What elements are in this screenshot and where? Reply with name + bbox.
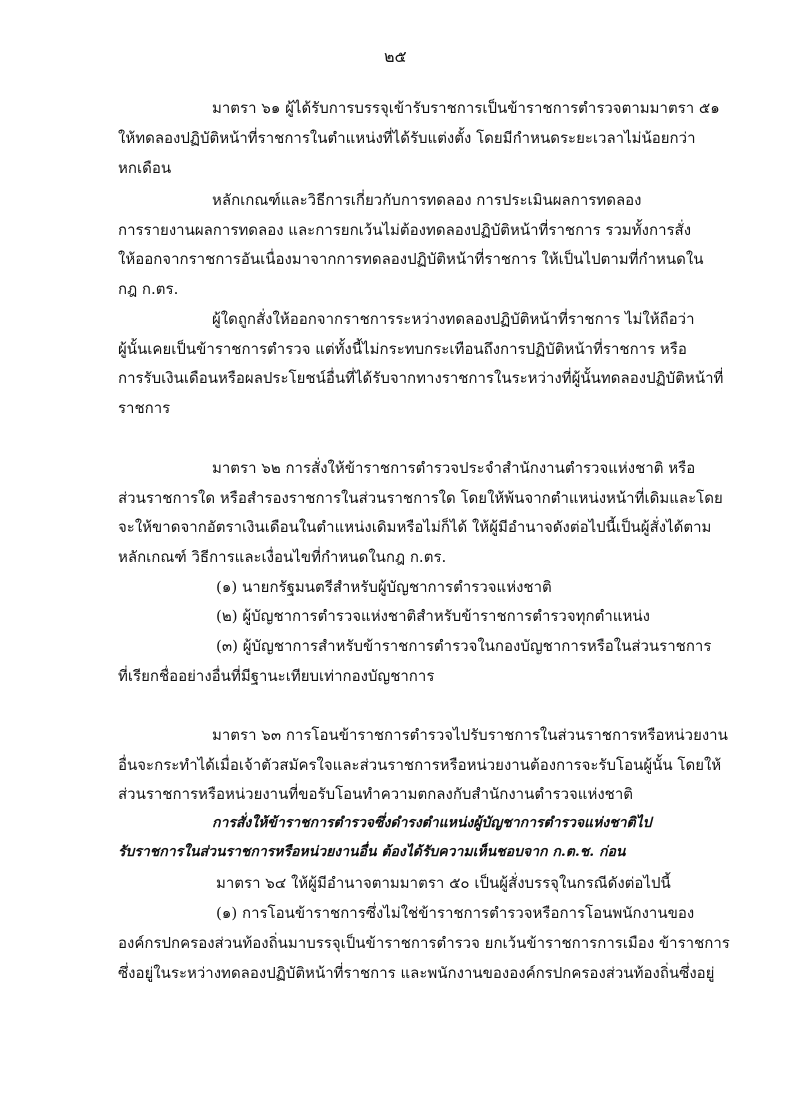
section-62-item: (๓) ผู้บัญชาการสำหรับข้าราชการตำรวจในกองบัญชาการหรือในส่วนราชการ (216, 637, 712, 655)
section-63-line: ส่วนราชการหรือหน่วยงานที่ขอรับโอนทำความตกลงกับสำนักงานตำรวจแห่งชาติ (118, 785, 634, 803)
section-61-line: หกเดือน (118, 159, 172, 177)
section-64-item-line: องค์กรปกครองส่วนท้องถิ่นมาบรรจุเป็นข้าราชการตำรวจ ยกเว้นข้าราชการการเมือง ข้าราชการ (118, 934, 730, 952)
section-64-line: มาตรา ๖๔ ให้ผู้มีอำนาจตามมาตรา ๕๐ เป็นผู้สั่งบรรจุในกรณีดังต่อไปนี้ (216, 874, 671, 892)
page-number: ๒๕ (384, 47, 407, 66)
section-61-para2-line: กฎ ก.ตร. (118, 280, 179, 298)
section-61-para3-line: การรับเงินเดือนหรือผลประโยชน์อื่นที่ได้รับจากทางราชการในระหว่างที่ผู้นั้นทดลองปฏิบัติหน้าที่ (118, 369, 724, 387)
section-63-line: มาตรา ๖๓ การโอนข้าราชการตำรวจไปรับราชการในส่วนราชการหรือหน่วยงาน (212, 726, 728, 744)
section-63-addendum-line: รับราชการในส่วนราชการหรือหน่วยงานอื่น ต้องได้รับความเห็นชอบจาก ก.ต.ช. ก่อน (118, 844, 626, 860)
section-62-item: (๑) นายกรัฐมนตรีสำหรับผู้บัญชาการตำรวจแห่งชาติ (216, 578, 552, 596)
section-62-line: หลักเกณฑ์ วิธีการและเงื่อนไขที่กำหนดในกฎ ก.ตร. (118, 548, 447, 566)
section-61-para2-line: ให้ออกจากราชการอันเนื่องมาจากการทดลองปฏิบัติหน้าที่ราชการ ให้เป็นไปตามที่กำหนดใน (118, 250, 704, 268)
section-61-line: มาตรา ๖๑ ผู้ได้รับการบรรจุเข้ารับราชการเป็นข้าราชการตำรวจตามมาตรา ๕๑ (212, 99, 720, 117)
section-64-item-line: ซึ่งอยู่ในระหว่างทดลองปฏิบัติหน้าที่ราชการ และพนักงานขององค์กรปกครองส่วนท้องถิ่นซึ่งอยู่ (118, 964, 715, 982)
section-62-line: มาตรา ๖๒ การสั่งให้ข้าราชการตำรวจประจำสำนักงานตำรวจแห่งชาติ หรือ (212, 459, 696, 477)
section-61-para3-line: ผู้นั้นเคยเป็นข้าราชการตำรวจ แต่ทั้งนี้ไม่กระทบกระเทือนถึงการปฏิบัติหน้าที่ราชการ หรือ (118, 340, 687, 358)
section-61-para2-line: หลักเกณฑ์และวิธีการเกี่ยวกับการทดลอง การประเมินผลการทดลอง (212, 191, 642, 209)
section-61-para3-line: ผู้ใดถูกสั่งให้ออกจากราชการระหว่างทดลองปฏิบัติหน้าที่ราชการ ไม่ให้ถือว่า (212, 310, 695, 328)
section-62-item: (๒) ผู้บัญชาการตำรวจแห่งชาติสำหรับข้าราชการตำรวจทุกตำแหน่ง (216, 607, 650, 625)
section-62-line: จะให้ขาดจากอัตราเงินเดือนในตำแหน่งเดิมหรือไม่ก็ได้ ให้ผู้มีอำนาจดังต่อไปนี้เป็นผู้สั่งได้ตาม (118, 518, 712, 536)
section-62-item-continuation: ที่เรียกชื่ออย่างอื่นที่มีฐานะเทียบเท่ากองบัญชาการ (118, 667, 435, 685)
section-61-para3-line: ราชการ (118, 399, 171, 417)
section-63-line: อื่นจะกระทำได้เมื่อเจ้าตัวสมัครใจและส่วนราชการหรือหน่วยงานต้องการจะรับโอนผู้นั้น โดยให้ (118, 756, 722, 774)
section-61-para2-line: การรายงานผลการทดลอง และการยกเว้นไม่ต้องทดลองปฏิบัติหน้าที่ราชการ รวมทั้งการสั่ง (118, 221, 692, 239)
section-61-line: ให้ทดลองปฏิบัติหน้าที่ราชการในตำแหน่งที่ได้รับแต่งตั้ง โดยมีกำหนดระยะเวลาไม่น้อยกว่า (118, 129, 696, 147)
section-64-item-line: (๑) การโอนข้าราชการซึ่งไม่ใช่ข้าราชการตำรวจหรือการโอนพนักงานของ (216, 904, 695, 922)
section-63-addendum-line: การสั่งให้ข้าราชการตำรวจซึ่งดำรงตำแหน่งผู้บัญชาการตำรวจแห่งชาติไป (212, 815, 652, 831)
section-62-line: ส่วนราชการใด หรือสำรองราชการในส่วนราชการใด โดยให้พ้นจากตำแหน่งหน้าที่เดิมและโดย (118, 489, 723, 507)
